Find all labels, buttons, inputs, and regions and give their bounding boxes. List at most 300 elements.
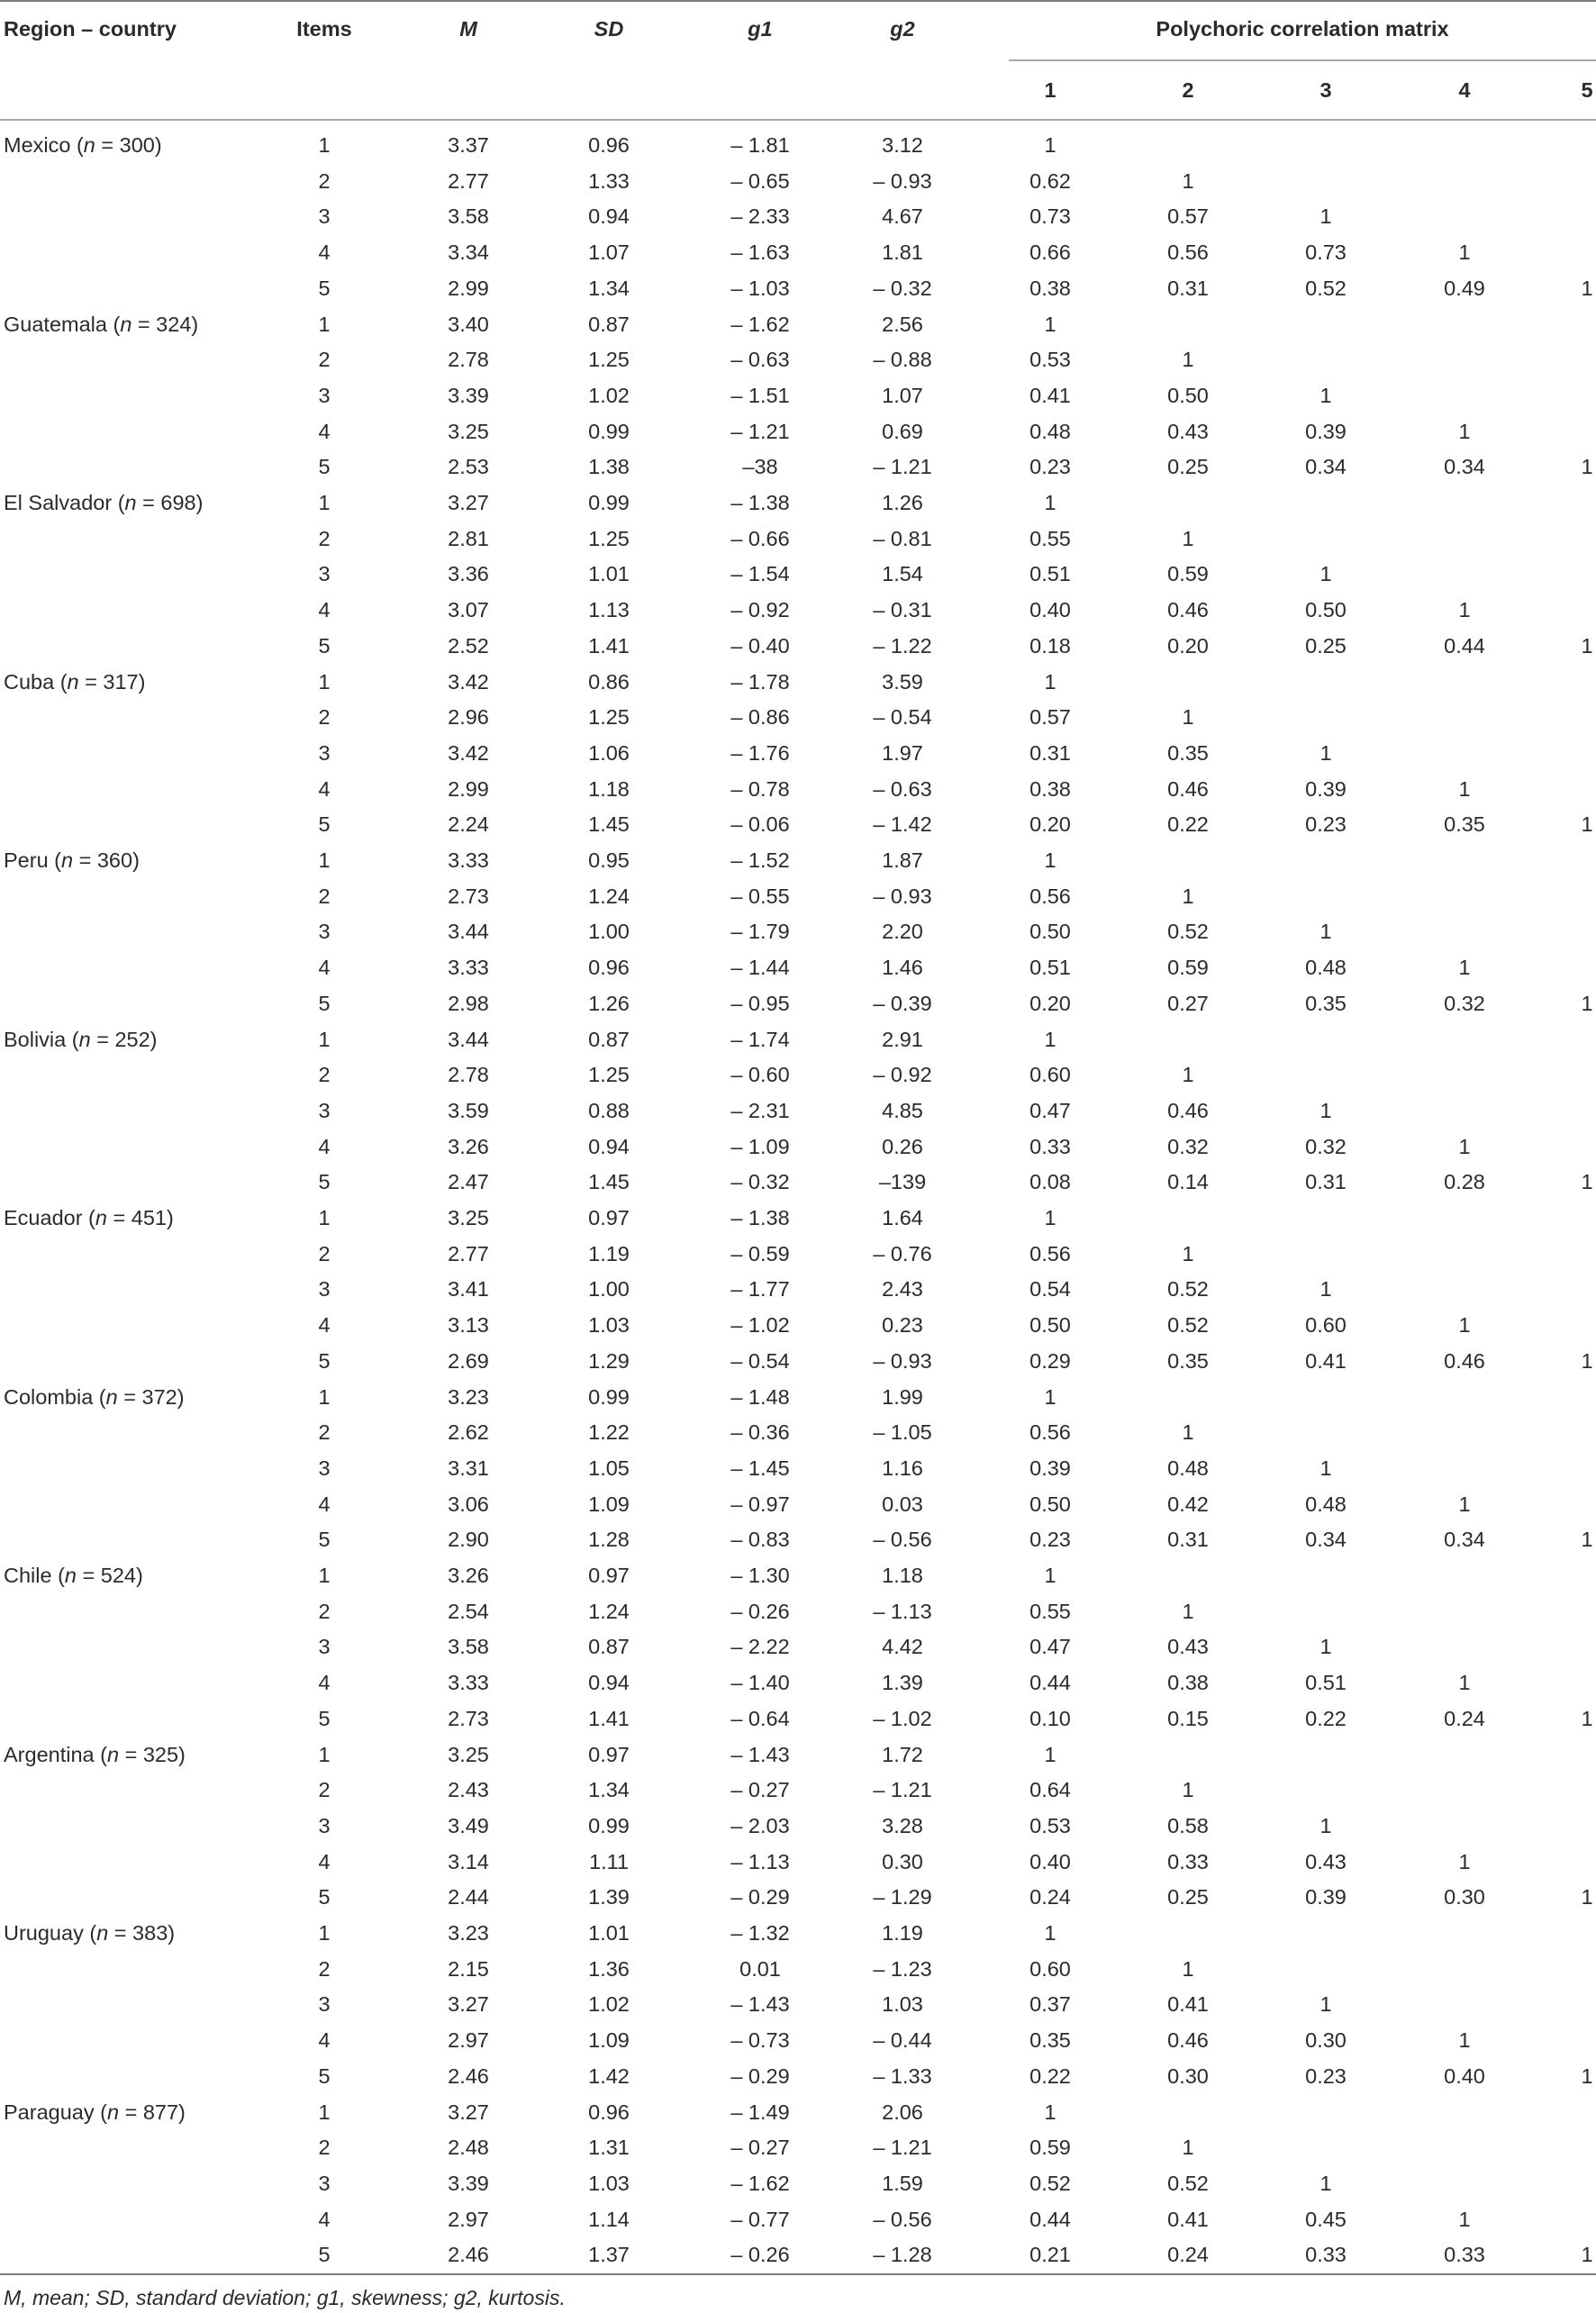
cell-corr-3: 0.51 <box>1305 1671 1347 1695</box>
header-g1: g1 <box>748 17 773 41</box>
sample-size-value: = 524 <box>82 1564 136 1587</box>
cell-sd: 1.00 <box>588 1277 630 1302</box>
cell-mean: 2.99 <box>448 776 489 801</box>
cell-item-number: 1 <box>318 848 331 872</box>
table-footnote: M, mean; SD, standard deviation; g1, skewness; g2, kurtosis. <box>4 2286 566 2309</box>
cell-g1: – 1.51 <box>730 383 790 407</box>
cell-corr-1: 0.53 <box>1029 348 1071 372</box>
sample-size-value: = 317 <box>85 669 139 694</box>
sample-size-symbol: n <box>105 1384 118 1409</box>
header-g2: g2 <box>890 17 915 41</box>
sample-size-value: = 877 <box>124 2100 179 2124</box>
cell-g1: – 0.32 <box>730 1170 790 1194</box>
cell-g2: – 0.54 <box>873 705 932 730</box>
cell-corr-3: 0.45 <box>1305 2207 1347 2231</box>
cell-g1: – 0.86 <box>730 705 790 730</box>
cell-corr-2: 0.31 <box>1167 276 1209 300</box>
cell-corr-2: 0.38 <box>1167 1671 1209 1695</box>
region-name: Ecuador <box>4 1206 83 1229</box>
cell-corr-2: 0.52 <box>1167 2171 1209 2195</box>
cell-corr-4: 0.32 <box>1444 991 1485 1015</box>
cell-corr-2: 1 <box>1182 348 1194 372</box>
cell-corr-2: 0.52 <box>1167 920 1209 944</box>
cell-corr-3: 1 <box>1319 1813 1332 1837</box>
cell-corr-4: 0.46 <box>1444 1348 1485 1373</box>
cell-corr-3: 1 <box>1319 383 1332 407</box>
cell-sd: 1.25 <box>588 1063 630 1087</box>
header-corr-col-3: 3 <box>1319 78 1332 102</box>
cell-sd: 1.45 <box>588 812 630 837</box>
cell-g2: – 1.02 <box>873 1706 932 1730</box>
cell-corr-5: 1 <box>1581 455 1593 479</box>
cell-g1: – 2.03 <box>730 1813 790 1837</box>
cell-corr-2: 0.43 <box>1167 1635 1209 1659</box>
region-name: El Salvador <box>4 491 113 514</box>
cell-corr-3: 1 <box>1319 1098 1332 1122</box>
cell-g1: – 0.54 <box>730 1348 790 1373</box>
cell-sd: 1.29 <box>588 1348 630 1373</box>
cell-mean: 3.34 <box>448 240 489 265</box>
cell-g2: – 0.93 <box>873 1348 932 1373</box>
cell-g2: 1.87 <box>882 848 923 872</box>
cell-mean: 3.37 <box>448 133 489 157</box>
cell-item-number: 4 <box>318 598 331 622</box>
cell-corr-2: 0.14 <box>1167 1170 1209 1194</box>
cell-corr-1: 0.52 <box>1029 2171 1071 2195</box>
cell-g1: – 0.97 <box>730 1492 790 1516</box>
cell-g2: – 0.56 <box>873 2207 932 2231</box>
cell-mean: 3.36 <box>448 562 489 586</box>
cell-sd: 1.11 <box>589 1849 629 1873</box>
cell-corr-3: 1 <box>1319 1992 1332 2017</box>
cell-g1: – 2.22 <box>730 1635 790 1659</box>
cell-corr-2: 0.24 <box>1167 2243 1209 2267</box>
cell-g1: – 1.43 <box>730 1992 790 2017</box>
cell-mean: 3.33 <box>448 848 489 872</box>
cell-sd: 1.36 <box>588 1956 630 1981</box>
cell-g2: – 1.13 <box>873 1599 932 1623</box>
cell-sd: 0.99 <box>588 1384 630 1409</box>
cell-corr-1: 0.29 <box>1029 1348 1071 1373</box>
cell-corr-3: 0.39 <box>1305 419 1347 443</box>
cell-sd: 0.87 <box>588 1027 630 1051</box>
cell-sd: 1.26 <box>588 991 630 1015</box>
cell-item-number: 5 <box>318 1885 331 1909</box>
cell-g1: – 1.81 <box>730 133 790 157</box>
cell-mean: 2.98 <box>448 991 489 1015</box>
cell-mean: 3.42 <box>448 740 489 765</box>
cell-corr-1: 1 <box>1044 1384 1056 1409</box>
cell-sd: 1.03 <box>588 2171 630 2195</box>
cell-corr-1: 0.51 <box>1029 956 1071 980</box>
cell-item-number: 2 <box>318 884 331 908</box>
cell-corr-1: 0.24 <box>1029 1885 1071 1909</box>
cell-corr-1: 0.37 <box>1029 1992 1071 2017</box>
cell-item-number: 3 <box>318 1456 331 1480</box>
cell-g2: 3.59 <box>882 669 923 694</box>
cell-corr-2: 0.41 <box>1167 2207 1209 2231</box>
cell-corr-3: 1 <box>1319 1635 1332 1659</box>
cell-item-number: 3 <box>318 1098 331 1122</box>
cell-item-number: 4 <box>318 1492 331 1516</box>
region-label: Ecuador (n = 451) <box>4 1206 174 1229</box>
cell-g1: – 1.78 <box>730 669 790 694</box>
cell-item-number: 2 <box>318 1420 331 1445</box>
cell-corr-1: 0.38 <box>1029 276 1071 300</box>
region-name: Peru <box>4 848 49 872</box>
cell-corr-1: 0.20 <box>1029 812 1071 837</box>
cell-corr-2: 0.50 <box>1167 383 1209 407</box>
sample-size-symbol: n <box>95 1206 107 1229</box>
cell-item-number: 5 <box>318 1528 331 1552</box>
cell-item-number: 5 <box>318 455 331 479</box>
cell-corr-5: 1 <box>1581 2243 1593 2267</box>
cell-g2: –139 <box>878 1170 927 1194</box>
cell-g1: – 1.03 <box>730 276 790 300</box>
cell-corr-4: 0.34 <box>1444 455 1485 479</box>
cell-sd: 1.02 <box>588 1992 630 2017</box>
cell-corr-3: 0.34 <box>1305 1528 1347 1552</box>
cell-g2: 0.69 <box>882 419 923 443</box>
cell-mean: 3.31 <box>448 1456 489 1480</box>
cell-corr-1: 1 <box>1044 1742 1056 1766</box>
cell-item-number: 1 <box>318 2100 331 2124</box>
cell-g2: 0.23 <box>882 1313 923 1338</box>
cell-mean: 2.46 <box>448 2243 489 2267</box>
cell-sd: 1.13 <box>588 598 630 622</box>
cell-corr-4: 1 <box>1458 776 1471 801</box>
cell-corr-1: 0.50 <box>1029 920 1071 944</box>
cell-item-number: 1 <box>318 1027 331 1051</box>
cell-sd: 1.09 <box>588 1492 630 1516</box>
cell-mean: 3.23 <box>448 1384 489 1409</box>
cell-corr-1: 0.18 <box>1029 633 1071 658</box>
cell-g1: – 0.60 <box>730 1063 790 1087</box>
cell-mean: 2.62 <box>448 1420 489 1445</box>
header-sd: SD <box>594 17 624 41</box>
region-label: Bolivia (n = 252) <box>4 1027 158 1051</box>
cell-corr-3: 1 <box>1319 1456 1332 1480</box>
cell-g2: 2.91 <box>882 1027 923 1051</box>
cell-g1: – 0.27 <box>730 2136 790 2160</box>
cell-corr-2: 0.42 <box>1167 1492 1209 1516</box>
header-corr-col-4: 4 <box>1458 78 1471 102</box>
cell-corr-4: 1 <box>1458 1134 1471 1158</box>
cell-g2: – 1.21 <box>873 2136 932 2160</box>
cell-g1: – 0.59 <box>730 1241 790 1265</box>
region-label: Argentina (n = 325) <box>4 1742 186 1766</box>
cell-corr-2: 0.59 <box>1167 956 1209 980</box>
cell-item-number: 3 <box>318 1277 331 1302</box>
cell-sd: 1.06 <box>588 740 630 765</box>
cell-item-number: 4 <box>318 1134 331 1158</box>
cell-corr-2: 0.52 <box>1167 1277 1209 1302</box>
correlation-group-rule <box>1009 59 1596 61</box>
cell-corr-2: 0.43 <box>1167 419 1209 443</box>
cell-g1: – 1.32 <box>730 1921 790 1945</box>
cell-corr-3: 0.60 <box>1305 1313 1347 1338</box>
cell-g2: – 0.56 <box>873 1528 932 1552</box>
cell-corr-1: 0.62 <box>1029 168 1071 193</box>
cell-item-number: 1 <box>318 491 331 514</box>
cell-sd: 1.19 <box>588 1241 630 1265</box>
cell-corr-4: 1 <box>1458 1313 1471 1338</box>
cell-sd: 0.96 <box>588 133 630 157</box>
cell-item-number: 2 <box>318 1241 331 1265</box>
cell-corr-4: 1 <box>1458 1671 1471 1695</box>
cell-corr-2: 1 <box>1182 1063 1194 1087</box>
cell-corr-1: 0.44 <box>1029 2207 1071 2231</box>
cell-corr-2: 0.33 <box>1167 1849 1209 1873</box>
cell-mean: 3.40 <box>448 312 489 336</box>
cell-corr-2: 1 <box>1182 168 1194 193</box>
cell-sd: 1.34 <box>588 276 630 300</box>
sample-size-symbol: n <box>120 312 132 336</box>
cell-corr-1: 0.66 <box>1029 240 1071 265</box>
cell-g2: – 0.44 <box>873 2028 932 2053</box>
cell-mean: 2.69 <box>448 1348 489 1373</box>
region-name: Guatemala <box>4 312 107 336</box>
cell-corr-2: 0.15 <box>1167 1706 1209 1730</box>
cell-sd: 1.41 <box>588 1706 630 1730</box>
cell-sd: 0.87 <box>588 312 630 336</box>
cell-corr-1: 0.21 <box>1029 2243 1071 2267</box>
cell-g1: – 1.02 <box>730 1313 790 1338</box>
cell-mean: 2.73 <box>448 884 489 908</box>
cell-mean: 2.47 <box>448 1170 489 1194</box>
cell-item-number: 2 <box>318 705 331 730</box>
cell-g2: 2.06 <box>882 2100 923 2124</box>
sample-size-symbol: n <box>67 669 79 694</box>
cell-item-number: 3 <box>318 562 331 586</box>
header-items: Items <box>296 17 352 41</box>
cell-corr-1: 0.44 <box>1029 1671 1071 1695</box>
cell-mean: 2.53 <box>448 455 489 479</box>
cell-mean: 2.52 <box>448 633 489 658</box>
cell-corr-1: 0.48 <box>1029 419 1071 443</box>
cell-corr-3: 1 <box>1319 562 1332 586</box>
cell-corr-1: 1 <box>1044 491 1056 514</box>
cell-corr-1: 0.39 <box>1029 1456 1071 1480</box>
cell-sd: 1.41 <box>588 633 630 658</box>
cell-corr-4: 1 <box>1458 240 1471 265</box>
cell-sd: 1.07 <box>588 240 630 265</box>
cell-g2: 1.64 <box>882 1206 923 1229</box>
cell-g2: – 0.93 <box>873 884 932 908</box>
cell-g1: – 1.44 <box>730 956 790 980</box>
cell-mean: 3.41 <box>448 1277 489 1302</box>
cell-corr-2: 0.56 <box>1167 240 1209 265</box>
cell-item-number: 1 <box>318 669 331 694</box>
cell-g2: – 0.76 <box>873 1241 932 1265</box>
region-label: Colombia (n = 372) <box>4 1384 185 1409</box>
cell-sd: 1.01 <box>588 562 630 586</box>
cell-mean: 2.43 <box>448 1778 489 1802</box>
cell-sd: 0.96 <box>588 956 630 980</box>
cell-g2: – 0.39 <box>873 991 932 1015</box>
cell-corr-3: 0.23 <box>1305 2064 1347 2088</box>
cell-corr-3: 0.31 <box>1305 1170 1347 1194</box>
cell-corr-2: 0.48 <box>1167 1456 1209 1480</box>
cell-mean: 2.54 <box>448 1599 489 1623</box>
cell-g1: – 2.31 <box>730 1098 790 1122</box>
header-corr-col-5: 5 <box>1581 78 1593 102</box>
cell-corr-2: 1 <box>1182 526 1194 550</box>
cell-sd: 1.05 <box>588 1456 630 1480</box>
cell-g1: – 0.63 <box>730 348 790 372</box>
cell-g2: 3.28 <box>882 1813 923 1837</box>
cell-corr-3: 0.23 <box>1305 812 1347 837</box>
cell-g1: – 0.29 <box>730 1885 790 1909</box>
cell-corr-2: 0.59 <box>1167 562 1209 586</box>
cell-corr-1: 0.35 <box>1029 2028 1071 2053</box>
cell-mean: 3.25 <box>448 1742 489 1766</box>
cell-g2: 1.26 <box>882 491 923 514</box>
cell-corr-1: 0.50 <box>1029 1313 1071 1338</box>
cell-sd: 1.33 <box>588 168 630 193</box>
cell-mean: 2.73 <box>448 1706 489 1730</box>
cell-g1: – 1.13 <box>730 1849 790 1873</box>
sample-size-symbol: n <box>106 2100 120 2124</box>
cell-corr-2: 0.32 <box>1167 1134 1209 1158</box>
cell-corr-2: 1 <box>1182 1956 1194 1981</box>
cell-corr-1: 1 <box>1044 848 1056 872</box>
region-name: Uruguay <box>4 1921 84 1945</box>
cell-item-number: 1 <box>318 1384 331 1409</box>
cell-corr-4: 1 <box>1458 1492 1471 1516</box>
cell-sd: 1.28 <box>588 1528 630 1552</box>
cell-sd: 1.03 <box>588 1313 630 1338</box>
cell-corr-2: 0.46 <box>1167 598 1209 622</box>
cell-corr-2: 0.25 <box>1167 455 1209 479</box>
cell-corr-1: 0.55 <box>1029 526 1071 550</box>
cell-corr-2: 0.46 <box>1167 2028 1209 2053</box>
cell-corr-1: 0.47 <box>1029 1635 1071 1659</box>
cell-corr-1: 1 <box>1044 1206 1056 1229</box>
cell-corr-3: 0.48 <box>1305 1492 1347 1516</box>
cell-sd: 1.34 <box>588 1778 630 1802</box>
sample-size-value: = 300 <box>101 133 155 157</box>
cell-corr-3: 0.39 <box>1305 1885 1347 1909</box>
cell-corr-2: 0.22 <box>1167 812 1209 837</box>
cell-sd: 0.95 <box>588 848 630 872</box>
cell-mean: 2.24 <box>448 812 489 837</box>
cell-g2: 0.30 <box>882 1849 923 1873</box>
cell-corr-1: 0.56 <box>1029 884 1071 908</box>
cell-item-number: 4 <box>318 956 331 980</box>
cell-mean: 3.33 <box>448 956 489 980</box>
cell-mean: 3.33 <box>448 1671 489 1695</box>
cell-mean: 2.77 <box>448 1241 489 1265</box>
cell-sd: 0.96 <box>588 2100 630 2124</box>
cell-corr-1: 0.55 <box>1029 1599 1071 1623</box>
cell-corr-4: 1 <box>1458 419 1471 443</box>
cell-mean: 2.78 <box>448 1063 489 1087</box>
sample-size-symbol: n <box>78 1027 91 1051</box>
cell-item-number: 5 <box>318 276 331 300</box>
cell-sd: 1.24 <box>588 884 630 908</box>
cell-mean: 2.97 <box>448 2207 489 2231</box>
cell-corr-5: 1 <box>1581 1170 1593 1194</box>
region-name: Cuba <box>4 669 55 694</box>
cell-corr-1: 0.33 <box>1029 1134 1071 1158</box>
cell-item-number: 1 <box>318 1564 331 1587</box>
cell-g1: – 1.43 <box>730 1742 790 1766</box>
cell-sd: 1.31 <box>588 2136 630 2160</box>
cell-corr-4: 0.34 <box>1444 1528 1485 1552</box>
cell-item-number: 1 <box>318 1921 331 1945</box>
cell-g1: –38 <box>742 455 778 479</box>
cell-sd: 1.37 <box>588 2243 630 2267</box>
cell-corr-2: 1 <box>1182 1778 1194 1802</box>
cell-item-number: 4 <box>318 2028 331 2053</box>
cell-sd: 0.97 <box>588 1564 630 1587</box>
cell-corr-2: 0.46 <box>1167 1098 1209 1122</box>
cell-corr-1: 0.20 <box>1029 991 1071 1015</box>
cell-g2: 2.56 <box>882 312 923 336</box>
cell-g2: 4.85 <box>882 1098 923 1122</box>
region-name: Mexico <box>4 133 71 157</box>
cell-mean: 3.44 <box>448 1027 489 1051</box>
cell-corr-2: 0.58 <box>1167 1813 1209 1837</box>
cell-mean: 2.48 <box>448 2136 489 2160</box>
cell-corr-1: 0.57 <box>1029 705 1071 730</box>
cell-g1: – 0.73 <box>730 2028 790 2053</box>
cell-g2: – 0.81 <box>873 526 932 550</box>
cell-item-number: 5 <box>318 633 331 658</box>
cell-g1: – 1.62 <box>730 312 790 336</box>
cell-g1: – 0.95 <box>730 991 790 1015</box>
cell-corr-2: 0.57 <box>1167 204 1209 229</box>
cell-g1: – 0.55 <box>730 884 790 908</box>
cell-item-number: 2 <box>318 168 331 193</box>
cell-sd: 1.00 <box>588 920 630 944</box>
cell-g2: 1.03 <box>882 1992 923 2017</box>
cell-sd: 1.45 <box>588 1170 630 1194</box>
cell-corr-1: 0.40 <box>1029 598 1071 622</box>
cell-corr-3: 0.41 <box>1305 1348 1347 1373</box>
cell-g2: 1.46 <box>882 956 923 980</box>
cell-item-number: 2 <box>318 348 331 372</box>
cell-mean: 3.23 <box>448 1921 489 1945</box>
cell-g1: – 1.63 <box>730 240 790 265</box>
cell-corr-3: 1 <box>1319 204 1332 229</box>
cell-corr-4: 0.35 <box>1444 812 1485 837</box>
cell-item-number: 3 <box>318 2171 331 2195</box>
sample-size-value: = 698 <box>142 491 196 514</box>
cell-mean: 2.97 <box>448 2028 489 2053</box>
cell-mean: 3.39 <box>448 383 489 407</box>
cell-sd: 0.99 <box>588 1813 630 1837</box>
cell-corr-3: 0.25 <box>1305 633 1347 658</box>
cell-corr-1: 0.53 <box>1029 1813 1071 1837</box>
region-label: Mexico (n = 300) <box>4 133 162 157</box>
cell-item-number: 5 <box>318 2064 331 2088</box>
cell-corr-1: 0.60 <box>1029 1063 1071 1087</box>
cell-g1: – 1.76 <box>730 740 790 765</box>
cell-g2: – 1.21 <box>873 455 932 479</box>
sample-size-value: = 383 <box>113 1921 168 1945</box>
cell-corr-1: 0.59 <box>1029 2136 1071 2160</box>
cell-corr-2: 0.35 <box>1167 1348 1209 1373</box>
region-name: Chile <box>4 1564 52 1587</box>
cell-corr-2: 1 <box>1182 1420 1194 1445</box>
cell-sd: 0.99 <box>588 419 630 443</box>
cell-corr-3: 0.50 <box>1305 598 1347 622</box>
cell-g2: – 0.31 <box>873 598 932 622</box>
cell-g1: – 1.77 <box>730 1277 790 1302</box>
cell-corr-3: 0.32 <box>1305 1134 1347 1158</box>
